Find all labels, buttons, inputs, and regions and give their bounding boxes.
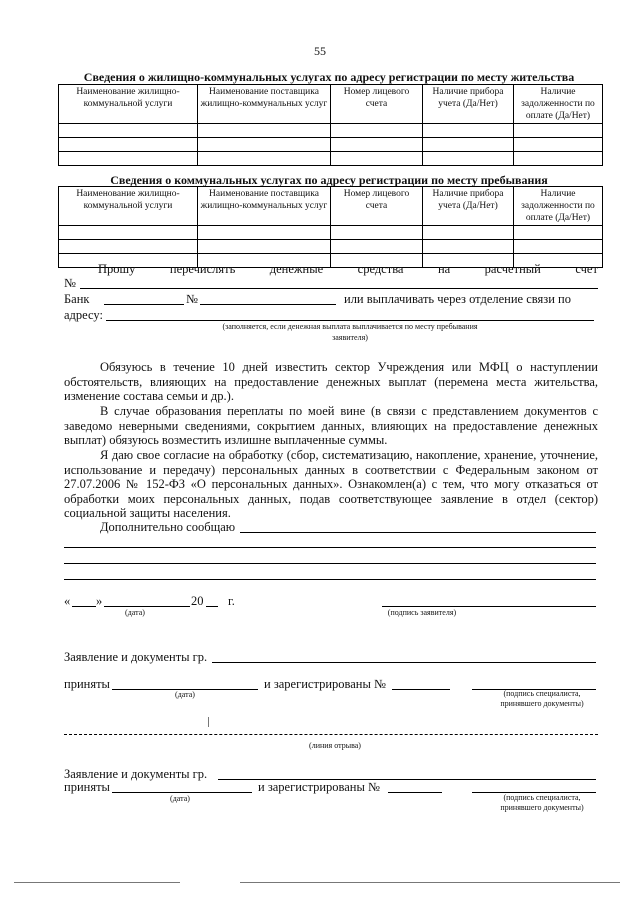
table-row[interactable] — [59, 226, 603, 240]
address-label: адресу: — [64, 308, 103, 322]
column-header: Номер лицевого счета — [331, 85, 423, 124]
accepted-date-field[interactable] — [112, 780, 252, 793]
overpayment-paragraph: В случае образования переплаты по моей вине (в связи с представлением документов с заведомо неверными сведениями, сокрытием данных, влияющих на предоставление денежных выплат) обязуюсь возместить излишне выплаченные суммы. — [64, 404, 598, 448]
column-header: Номер лицевого счета — [331, 187, 423, 226]
column-header: Наименование поставщика жилищно-коммунальных услуг — [198, 187, 331, 226]
bank-label: Банк — [64, 292, 90, 306]
bank-number-label: № — [186, 292, 198, 306]
column-header: Наличие задолженности по оплате (Да/Нет) — [514, 187, 603, 226]
column-header: Наличие задолженности по оплате (Да/Нет) — [514, 85, 603, 124]
section1-title: Сведения о жилищно-коммунальных услугах по адресу регистрации по месту жительства — [83, 70, 575, 84]
date-caption: (дата) — [125, 608, 145, 617]
date-year-suffix: г. — [228, 594, 235, 608]
accepted-label: приняты — [64, 780, 110, 794]
scan-edge-line — [240, 882, 620, 883]
additional-info-field[interactable] — [240, 520, 596, 533]
table-row[interactable] — [59, 124, 603, 138]
receipt-name-field[interactable] — [212, 650, 596, 663]
table-header-row — [59, 187, 603, 226]
date-year-field[interactable] — [206, 594, 218, 607]
date-quote-open: « — [64, 594, 71, 608]
registered-label: и зарегистрированы № — [258, 780, 380, 794]
table-header-row — [59, 85, 603, 124]
accepted-label: приняты — [64, 677, 110, 691]
section2-table — [58, 186, 603, 268]
consent-paragraph: Я даю свое согласие на обработку (сбор, систематизацию, накопление, хранение, уточнение, использование и передачу) персональных данных в соответствии с Федеральным законом от 27.07.2006 № 152-ФЗ «О персональных данных». Ознакомлен(а) с тем, что могу отказаться от обработки моих персональных данных, подав соответствующее заявление в отдел (сектор) социальной защиты населения. — [64, 448, 598, 521]
registration-number-field[interactable] — [388, 780, 442, 793]
additional-info-label: Дополнительно сообщаю — [100, 520, 236, 534]
applicant-signature-field[interactable] — [382, 594, 596, 607]
date-quote-close: » — [96, 594, 103, 608]
applicant-signature-caption: (подпись заявителя) — [387, 608, 457, 617]
section1-table — [58, 84, 603, 166]
additional-info-line[interactable] — [64, 579, 596, 580]
address-field[interactable] — [106, 308, 594, 321]
additional-info-line[interactable] — [64, 563, 596, 564]
receipt-text: Заявление и документы гр. — [64, 767, 208, 781]
specialist-signature-caption-cont: принявшего документы) — [500, 699, 584, 708]
receipt-text: Заявление и документы гр. — [64, 650, 208, 664]
specialist-signature-caption: (подпись специалиста, — [503, 689, 581, 698]
date-year-prefix: 20 — [191, 594, 204, 608]
date-day-field[interactable] — [72, 594, 96, 607]
cut-line-caption: (линия отрыва) — [309, 741, 361, 750]
table-row[interactable] — [59, 138, 603, 152]
column-header: Наименование жилищно-коммунальной услуги — [59, 85, 198, 124]
cut-line — [64, 734, 598, 735]
account-number-label: № — [64, 276, 76, 290]
obligation-paragraph: Обязуюсь в течение 10 дней известить сектор Учреждения или МФЦ о наступлении обстоятельств, влияющих на предоставление денежных выплат (перемена места жительства, изменение состава семьи и др.). — [64, 360, 598, 404]
table-row[interactable] — [59, 240, 603, 254]
table-row[interactable] — [59, 152, 603, 166]
cut-mark — [208, 717, 210, 727]
receipt-name-field[interactable] — [218, 767, 596, 780]
payment-request-line: Прошу перечислять денежные средства на расчетный счет — [98, 262, 598, 276]
bank-number-field[interactable] — [200, 292, 336, 305]
section2-title: Сведения о коммунальных услугах по адресу регистрации по месту пребывания — [110, 173, 548, 187]
accepted-date-field[interactable] — [112, 677, 258, 690]
registration-number-field[interactable] — [392, 677, 450, 690]
additional-info-line[interactable] — [64, 547, 596, 548]
column-header: Наличие прибора учета (Да/Нет) — [423, 187, 514, 226]
column-header: Наличие прибора учета (Да/Нет) — [423, 85, 514, 124]
payment-note-cont: заявителя) — [332, 333, 368, 342]
specialist-signature-caption: (подпись специалиста, — [503, 793, 581, 802]
bank-field[interactable] — [104, 292, 184, 305]
page-number: 55 — [314, 44, 326, 58]
accepted-date-caption: (дата) — [170, 794, 190, 803]
specialist-signature-field[interactable] — [472, 780, 596, 793]
specialist-signature-caption-cont: принявшего документы) — [500, 803, 584, 812]
scan-edge-line — [14, 882, 180, 883]
column-header: Наименование жилищно-коммунальной услуги — [59, 187, 198, 226]
accepted-date-caption: (дата) — [175, 690, 195, 699]
registered-label: и зарегистрированы № — [264, 677, 386, 691]
column-header: Наименование поставщика жилищно-коммунальных услуг — [198, 85, 331, 124]
date-month-field[interactable] — [104, 594, 190, 607]
post-office-text: или выплачивать через отделение связи по — [344, 292, 571, 306]
account-number-field[interactable] — [80, 276, 598, 289]
payment-note: (заполняется, если денежная выплата выплачивается по месту пребывания — [222, 322, 478, 331]
